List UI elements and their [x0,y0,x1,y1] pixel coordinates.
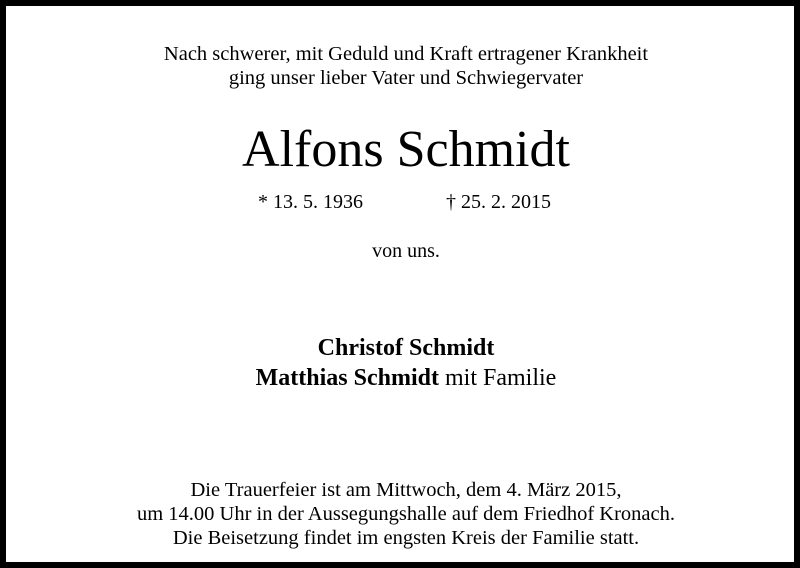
funeral-info [6,478,800,550]
intro-line: ging unser lieber Vater und Schwiegervater [228,67,584,89]
passage-text: von uns. [372,240,440,262]
mourners-block [6,333,800,393]
mourner-name: Christof Schmidt [317,335,495,361]
mourner-suffix: mit Familie [439,365,557,391]
funeral-line: Die Trauerfeier ist am Mittwoch, dem 4. März 2015, [190,479,622,501]
intro-line: Nach schwerer, mit Geduld und Kraft ertragener Krankheit [163,43,649,65]
mourner-name: Matthias Schmidt [255,365,439,391]
funeral-line: Die Beisetzung findet im engsten Kreis der Familie statt. [172,527,640,549]
funeral-line: um 14.00 Uhr in der Aussegungshalle auf dem Friedhof Kronach. [136,503,675,525]
mourner-line [6,363,800,393]
intro-text [6,42,800,90]
birth-date: * 13. 5. 1936 [258,191,363,213]
death-date: † 25. 2. 2015 [446,191,551,213]
deceased-name: Alfons Schmidt [242,121,570,178]
